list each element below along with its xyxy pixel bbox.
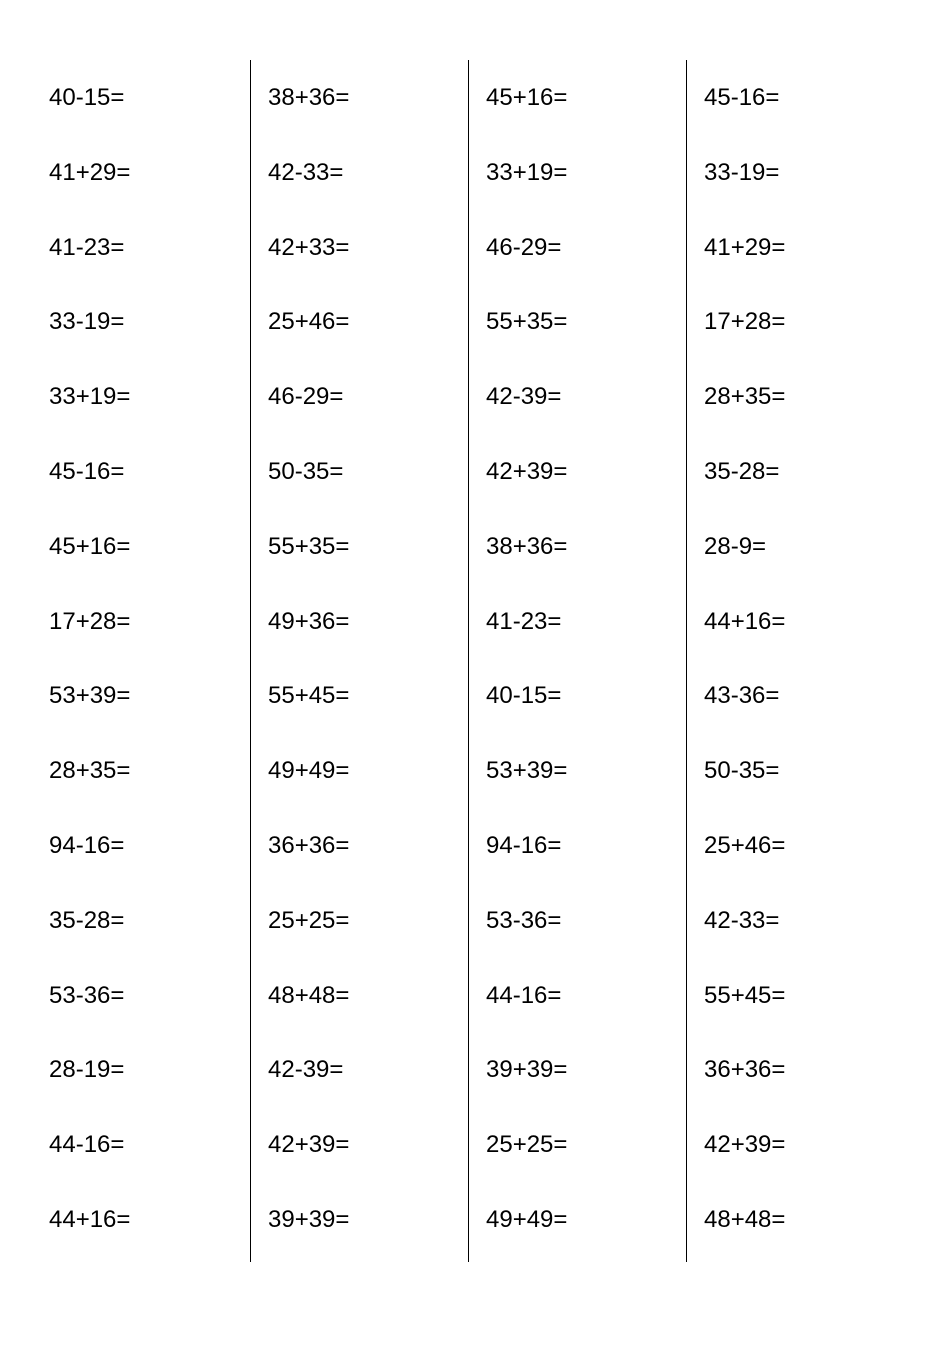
math-problem: 42+39=	[704, 1131, 786, 1159]
math-problem: 46-29=	[268, 383, 344, 411]
math-problem: 42-33=	[268, 158, 344, 186]
math-problem: 38+36=	[486, 532, 568, 560]
math-problem: 33+19=	[486, 158, 568, 186]
math-problem: 25+25=	[486, 1131, 568, 1159]
math-problem: 46-29=	[486, 233, 562, 261]
math-problem: 44-16=	[49, 1131, 125, 1159]
math-problem: 39+39=	[268, 1206, 350, 1233]
math-problem: 55+45=	[704, 981, 786, 1009]
math-problem: 28-9=	[704, 532, 767, 560]
problem-column-2	[250, 60, 469, 1262]
math-problem: 41+29=	[704, 233, 786, 261]
math-problem: 42-33=	[704, 906, 780, 934]
math-problem: 35-28=	[49, 906, 125, 934]
math-problem: 50-35=	[704, 757, 780, 785]
math-problem: 53-36=	[486, 906, 562, 934]
math-problem: 17+28=	[704, 308, 786, 336]
math-problem: 45-16=	[704, 84, 780, 111]
math-problem: 45+16=	[49, 532, 131, 560]
math-problem: 43-36=	[704, 682, 780, 710]
math-problem: 39+39=	[486, 1056, 568, 1084]
math-problem: 41+29=	[49, 158, 131, 186]
math-problem: 53-36=	[49, 981, 125, 1009]
math-problem: 33-19=	[49, 308, 125, 336]
math-problem: 48+48=	[704, 1206, 786, 1233]
math-problem: 25+46=	[268, 308, 350, 336]
math-problem: 36+36=	[704, 1056, 786, 1084]
math-problem: 41-23=	[49, 233, 125, 261]
math-problem: 42+33=	[268, 233, 350, 261]
math-problem: 45+16=	[486, 84, 568, 111]
math-problem: 36+36=	[268, 832, 350, 859]
math-problem: 49+36=	[268, 607, 350, 635]
math-problem: 44+16=	[704, 607, 786, 635]
math-problem: 28+35=	[704, 383, 786, 411]
worksheet	[32, 60, 906, 1262]
math-problem: 33+19=	[49, 383, 131, 411]
math-problem: 38+36=	[268, 84, 350, 111]
math-problem: 42+39=	[268, 1131, 350, 1159]
math-problem: 49+49=	[268, 757, 350, 785]
math-problem: 28+35=	[49, 757, 131, 785]
math-problem: 42+39=	[486, 458, 568, 485]
math-problem: 28-19=	[49, 1056, 125, 1084]
math-problem: 44-16=	[486, 981, 562, 1009]
problem-column-3	[468, 60, 687, 1262]
math-problem: 25+46=	[704, 832, 786, 859]
math-problem: 33-19=	[704, 158, 780, 186]
problem-column-1	[32, 60, 250, 1262]
math-problem: 40-15=	[49, 84, 125, 111]
math-problem: 25+25=	[268, 906, 350, 934]
math-problem: 55+35=	[268, 532, 350, 560]
math-problem: 55+35=	[486, 308, 568, 336]
math-problem: 42-39=	[486, 383, 562, 411]
math-problem: 41-23=	[486, 607, 562, 635]
math-problem: 42-39=	[268, 1056, 344, 1084]
math-problem: 50-35=	[268, 458, 344, 485]
math-problem: 35-28=	[704, 458, 780, 485]
math-problem: 49+49=	[486, 1206, 568, 1233]
math-problem: 44+16=	[49, 1206, 131, 1233]
math-problem: 55+45=	[268, 682, 350, 710]
math-problem: 48+48=	[268, 981, 350, 1009]
math-problem: 40-15=	[486, 682, 562, 710]
problem-column-4	[686, 60, 905, 1262]
math-problem: 94-16=	[486, 832, 562, 859]
math-problem: 45-16=	[49, 458, 125, 485]
math-problem: 53+39=	[49, 682, 131, 710]
math-problem: 94-16=	[49, 832, 125, 859]
math-problem: 17+28=	[49, 607, 131, 635]
math-problem: 53+39=	[486, 757, 568, 785]
